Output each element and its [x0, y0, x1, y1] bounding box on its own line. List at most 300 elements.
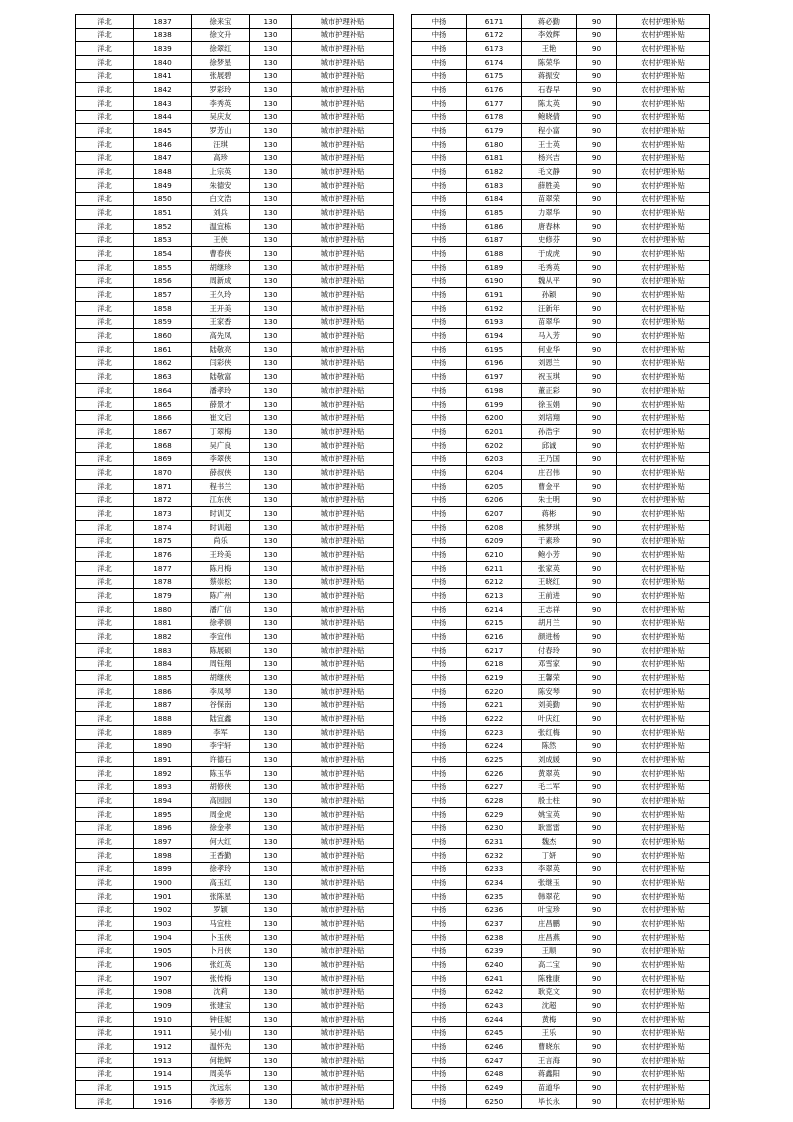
amount-cell: 130 — [250, 452, 292, 466]
id-cell: 1914 — [134, 1067, 192, 1081]
name-cell: 殷士柱 — [522, 794, 577, 808]
category-cell: 城市护理补贴 — [292, 1026, 394, 1040]
amount-cell: 130 — [250, 1067, 292, 1081]
region-cell: 洋北 — [76, 356, 134, 370]
table-row — [76, 944, 394, 958]
category-cell: 农村护理补贴 — [617, 206, 710, 220]
region-cell: 洋北 — [76, 15, 134, 29]
id-cell: 1895 — [134, 807, 192, 821]
category-cell: 城市护理补贴 — [292, 220, 394, 234]
table-row — [76, 438, 394, 452]
name-cell: 李军 — [192, 725, 250, 739]
amount-cell: 90 — [577, 343, 617, 357]
category-cell: 农村护理补贴 — [617, 69, 710, 83]
id-cell: 6228 — [467, 794, 522, 808]
left-subsidy-table — [75, 14, 394, 1109]
name-cell: 魏杰 — [522, 835, 577, 849]
table-row — [76, 206, 394, 220]
table-row — [76, 548, 394, 562]
id-cell: 1886 — [134, 684, 192, 698]
amount-cell: 90 — [577, 356, 617, 370]
region-cell: 中扬 — [412, 438, 467, 452]
table-row — [76, 794, 394, 808]
table-row — [76, 507, 394, 521]
region-cell: 中扬 — [412, 56, 467, 70]
amount-cell: 130 — [250, 124, 292, 138]
id-cell: 1905 — [134, 944, 192, 958]
amount-cell: 130 — [250, 192, 292, 206]
table-row — [76, 452, 394, 466]
id-cell: 6210 — [467, 548, 522, 562]
amount-cell: 130 — [250, 233, 292, 247]
id-cell: 6171 — [467, 15, 522, 29]
name-cell: 徐孝颁 — [192, 616, 250, 630]
table-row — [76, 766, 394, 780]
region-cell: 洋北 — [76, 561, 134, 575]
id-cell: 6247 — [467, 1054, 522, 1068]
name-cell: 薛叔侠 — [192, 466, 250, 480]
id-cell: 1906 — [134, 958, 192, 972]
id-cell: 6245 — [467, 1026, 522, 1040]
category-cell: 农村护理补贴 — [617, 233, 710, 247]
amount-cell: 90 — [577, 97, 617, 111]
name-cell: 庄召伟 — [522, 466, 577, 480]
category-cell: 城市护理补贴 — [292, 28, 394, 42]
amount-cell: 130 — [250, 643, 292, 657]
id-cell: 1901 — [134, 890, 192, 904]
region-cell: 洋北 — [76, 479, 134, 493]
amount-cell: 130 — [250, 206, 292, 220]
name-cell: 周新成 — [192, 274, 250, 288]
table-row — [76, 890, 394, 904]
region-cell: 洋北 — [76, 315, 134, 329]
table-row — [412, 1026, 710, 1040]
category-cell: 城市护理补贴 — [292, 985, 394, 999]
region-cell: 中扬 — [412, 302, 467, 316]
id-cell: 6178 — [467, 110, 522, 124]
amount-cell: 90 — [577, 903, 617, 917]
name-cell: 马入芳 — [522, 329, 577, 343]
category-cell: 城市护理补贴 — [292, 97, 394, 111]
id-cell: 1876 — [134, 548, 192, 562]
id-cell: 1848 — [134, 165, 192, 179]
region-cell: 洋北 — [76, 712, 134, 726]
category-cell: 城市护理补贴 — [292, 794, 394, 808]
region-cell: 中扬 — [412, 712, 467, 726]
name-cell: 程小富 — [522, 124, 577, 138]
region-cell: 中扬 — [412, 507, 467, 521]
id-cell: 1875 — [134, 534, 192, 548]
table-row — [412, 124, 710, 138]
name-cell: 何艳辉 — [192, 1054, 250, 1068]
amount-cell: 130 — [250, 944, 292, 958]
region-cell: 中扬 — [412, 876, 467, 890]
category-cell: 城市护理补贴 — [292, 384, 394, 398]
id-cell: 6241 — [467, 972, 522, 986]
table-row — [76, 138, 394, 152]
region-cell: 洋北 — [76, 206, 134, 220]
region-cell: 中扬 — [412, 1013, 467, 1027]
table-row — [412, 1067, 710, 1081]
name-cell: 鲍小芳 — [522, 548, 577, 562]
name-cell: 胡继侠 — [192, 671, 250, 685]
amount-cell: 130 — [250, 15, 292, 29]
category-cell: 农村护理补贴 — [617, 985, 710, 999]
region-cell: 中扬 — [412, 835, 467, 849]
table-row — [76, 1095, 394, 1109]
region-cell: 洋北 — [76, 110, 134, 124]
name-cell: 于成虎 — [522, 247, 577, 261]
id-cell: 1897 — [134, 835, 192, 849]
region-cell: 洋北 — [76, 698, 134, 712]
id-cell: 6180 — [467, 138, 522, 152]
category-cell: 农村护理补贴 — [617, 302, 710, 316]
category-cell: 城市护理补贴 — [292, 397, 394, 411]
table-row — [412, 302, 710, 316]
amount-cell: 130 — [250, 972, 292, 986]
table-row — [76, 931, 394, 945]
table-row — [76, 356, 394, 370]
table-row — [76, 821, 394, 835]
category-cell: 城市护理补贴 — [292, 425, 394, 439]
category-cell: 农村护理补贴 — [617, 999, 710, 1013]
amount-cell: 90 — [577, 780, 617, 794]
id-cell: 1870 — [134, 466, 192, 480]
region-cell: 中扬 — [412, 766, 467, 780]
id-cell: 6237 — [467, 917, 522, 931]
amount-cell: 90 — [577, 165, 617, 179]
name-cell: 李修芳 — [192, 1095, 250, 1109]
id-cell: 6182 — [467, 165, 522, 179]
table-row — [76, 589, 394, 603]
region-cell: 洋北 — [76, 753, 134, 767]
region-cell: 洋北 — [76, 274, 134, 288]
name-cell: 黄梅 — [522, 1013, 577, 1027]
amount-cell: 130 — [250, 28, 292, 42]
category-cell: 城市护理补贴 — [292, 356, 394, 370]
category-cell: 城市护理补贴 — [292, 575, 394, 589]
category-cell: 农村护理补贴 — [617, 1067, 710, 1081]
region-cell: 洋北 — [76, 179, 134, 193]
category-cell: 城市护理补贴 — [292, 1013, 394, 1027]
id-cell: 1909 — [134, 999, 192, 1013]
category-cell: 城市护理补贴 — [292, 124, 394, 138]
name-cell: 张建宝 — [192, 999, 250, 1013]
id-cell: 6172 — [467, 28, 522, 42]
table-row — [412, 233, 710, 247]
amount-cell: 130 — [250, 999, 292, 1013]
id-cell: 1884 — [134, 657, 192, 671]
region-cell: 中扬 — [412, 1095, 467, 1109]
id-cell: 6183 — [467, 179, 522, 193]
id-cell: 6220 — [467, 684, 522, 698]
category-cell: 农村护理补贴 — [617, 890, 710, 904]
table-row — [76, 835, 394, 849]
id-cell: 6242 — [467, 985, 522, 999]
name-cell: 祝玉琪 — [522, 370, 577, 384]
region-cell: 中扬 — [412, 206, 467, 220]
table-row — [76, 274, 394, 288]
id-cell: 1855 — [134, 261, 192, 275]
name-cell: 卜月侠 — [192, 944, 250, 958]
region-cell: 洋北 — [76, 985, 134, 999]
table-row — [76, 493, 394, 507]
region-cell: 中扬 — [412, 384, 467, 398]
category-cell: 农村护理补贴 — [617, 179, 710, 193]
region-cell: 洋北 — [76, 247, 134, 261]
region-cell: 中扬 — [412, 589, 467, 603]
id-cell: 6184 — [467, 192, 522, 206]
amount-cell: 130 — [250, 479, 292, 493]
amount-cell: 130 — [250, 397, 292, 411]
name-cell: 于素珍 — [522, 534, 577, 548]
name-cell: 王乐 — [522, 1026, 577, 1040]
id-cell: 1899 — [134, 862, 192, 876]
region-cell: 洋北 — [76, 165, 134, 179]
category-cell: 城市护理补贴 — [292, 766, 394, 780]
category-cell: 农村护理补贴 — [617, 493, 710, 507]
category-cell: 农村护理补贴 — [617, 835, 710, 849]
amount-cell: 90 — [577, 1013, 617, 1027]
amount-cell: 90 — [577, 233, 617, 247]
name-cell: 高珍 — [192, 151, 250, 165]
region-cell: 洋北 — [76, 520, 134, 534]
name-cell: 徐玉娟 — [522, 397, 577, 411]
name-cell: 耿克文 — [522, 985, 577, 999]
name-cell: 鲍晓倩 — [522, 110, 577, 124]
region-cell: 洋北 — [76, 643, 134, 657]
id-cell: 6202 — [467, 438, 522, 452]
amount-cell: 90 — [577, 807, 617, 821]
name-cell: 吴小仙 — [192, 1026, 250, 1040]
table-row — [412, 657, 710, 671]
category-cell: 农村护理补贴 — [617, 329, 710, 343]
id-cell: 6218 — [467, 657, 522, 671]
category-cell: 农村护理补贴 — [617, 862, 710, 876]
region-cell: 中扬 — [412, 917, 467, 931]
amount-cell: 130 — [250, 302, 292, 316]
table-row — [76, 848, 394, 862]
amount-cell: 130 — [250, 1013, 292, 1027]
amount-cell: 130 — [250, 890, 292, 904]
category-cell: 城市护理补贴 — [292, 15, 394, 29]
name-cell: 陆敬亮 — [192, 343, 250, 357]
category-cell: 城市护理补贴 — [292, 302, 394, 316]
id-cell: 1851 — [134, 206, 192, 220]
category-cell: 城市护理补贴 — [292, 56, 394, 70]
region-cell: 洋北 — [76, 848, 134, 862]
table-row — [412, 999, 710, 1013]
category-cell: 城市护理补贴 — [292, 903, 394, 917]
id-cell: 1882 — [134, 630, 192, 644]
id-cell: 6211 — [467, 561, 522, 575]
amount-cell: 90 — [577, 15, 617, 29]
region-cell: 中扬 — [412, 616, 467, 630]
table-row — [412, 931, 710, 945]
name-cell: 江东侠 — [192, 493, 250, 507]
region-cell: 洋北 — [76, 329, 134, 343]
amount-cell: 90 — [577, 985, 617, 999]
amount-cell: 130 — [250, 903, 292, 917]
amount-cell: 90 — [577, 438, 617, 452]
table-row — [76, 179, 394, 193]
category-cell: 城市护理补贴 — [292, 1095, 394, 1109]
name-cell: 曹晓东 — [522, 1040, 577, 1054]
category-cell: 城市护理补贴 — [292, 493, 394, 507]
id-cell: 6207 — [467, 507, 522, 521]
table-row — [412, 288, 710, 302]
category-cell: 农村护理补贴 — [617, 261, 710, 275]
region-cell: 洋北 — [76, 452, 134, 466]
name-cell: 张红梅 — [522, 725, 577, 739]
region-cell: 中扬 — [412, 165, 467, 179]
table-row — [412, 370, 710, 384]
id-cell: 1857 — [134, 288, 192, 302]
id-cell: 1852 — [134, 220, 192, 234]
amount-cell: 90 — [577, 110, 617, 124]
name-cell: 高玉红 — [192, 876, 250, 890]
region-cell: 洋北 — [76, 999, 134, 1013]
table-row — [412, 630, 710, 644]
region-cell: 中扬 — [412, 602, 467, 616]
name-cell: 蔡崇松 — [192, 575, 250, 589]
category-cell: 城市护理补贴 — [292, 917, 394, 931]
table-row — [76, 1081, 394, 1095]
region-cell: 洋北 — [76, 97, 134, 111]
table-row — [412, 438, 710, 452]
amount-cell: 130 — [250, 1081, 292, 1095]
region-cell: 洋北 — [76, 261, 134, 275]
category-cell: 城市护理补贴 — [292, 835, 394, 849]
category-cell: 城市护理补贴 — [292, 466, 394, 480]
table-row — [412, 343, 710, 357]
amount-cell: 130 — [250, 247, 292, 261]
amount-cell: 90 — [577, 766, 617, 780]
category-cell: 农村护理补贴 — [617, 561, 710, 575]
category-cell: 农村护理补贴 — [617, 411, 710, 425]
region-cell: 洋北 — [76, 438, 134, 452]
region-cell: 洋北 — [76, 370, 134, 384]
region-cell: 洋北 — [76, 1026, 134, 1040]
name-cell: 张展碧 — [192, 69, 250, 83]
id-cell: 6185 — [467, 206, 522, 220]
table-row — [76, 917, 394, 931]
category-cell: 农村护理补贴 — [617, 766, 710, 780]
table-row — [412, 876, 710, 890]
name-cell: 耿雷雷 — [522, 821, 577, 835]
name-cell: 蒋振安 — [522, 69, 577, 83]
id-cell: 1873 — [134, 507, 192, 521]
region-cell: 洋北 — [76, 575, 134, 589]
amount-cell: 130 — [250, 138, 292, 152]
name-cell: 刘成媛 — [522, 753, 577, 767]
region-cell: 中扬 — [412, 684, 467, 698]
id-cell: 6206 — [467, 493, 522, 507]
table-row — [412, 28, 710, 42]
name-cell: 姚宝英 — [522, 807, 577, 821]
table-row — [412, 698, 710, 712]
amount-cell: 130 — [250, 862, 292, 876]
amount-cell: 90 — [577, 534, 617, 548]
table-row — [412, 329, 710, 343]
amount-cell: 130 — [250, 807, 292, 821]
table-row — [412, 725, 710, 739]
amount-cell: 90 — [577, 671, 617, 685]
id-cell: 1859 — [134, 315, 192, 329]
name-cell: 陈展硕 — [192, 643, 250, 657]
id-cell: 1856 — [134, 274, 192, 288]
table-row — [412, 985, 710, 999]
name-cell: 苗翠荣 — [522, 192, 577, 206]
category-cell: 农村护理补贴 — [617, 288, 710, 302]
name-cell: 王言海 — [522, 1054, 577, 1068]
category-cell: 农村护理补贴 — [617, 110, 710, 124]
id-cell: 1902 — [134, 903, 192, 917]
category-cell: 农村护理补贴 — [617, 575, 710, 589]
table-row — [412, 206, 710, 220]
amount-cell: 90 — [577, 411, 617, 425]
amount-cell: 130 — [250, 561, 292, 575]
id-cell: 6197 — [467, 370, 522, 384]
category-cell: 农村护理补贴 — [617, 192, 710, 206]
category-cell: 农村护理补贴 — [617, 876, 710, 890]
category-cell: 农村护理补贴 — [617, 28, 710, 42]
id-cell: 6215 — [467, 616, 522, 630]
region-cell: 中扬 — [412, 397, 467, 411]
table-row — [76, 534, 394, 548]
table-row — [412, 1013, 710, 1027]
region-cell: 中扬 — [412, 958, 467, 972]
amount-cell: 130 — [250, 274, 292, 288]
region-cell: 中扬 — [412, 138, 467, 152]
region-cell: 洋北 — [76, 192, 134, 206]
name-cell: 罗芳山 — [192, 124, 250, 138]
name-cell: 蒋鑫阳 — [522, 1067, 577, 1081]
category-cell: 城市护理补贴 — [292, 520, 394, 534]
amount-cell: 90 — [577, 493, 617, 507]
name-cell: 沈莉 — [192, 985, 250, 999]
amount-cell: 90 — [577, 616, 617, 630]
amount-cell: 90 — [577, 138, 617, 152]
table-row — [412, 192, 710, 206]
amount-cell: 90 — [577, 931, 617, 945]
region-cell: 中扬 — [412, 561, 467, 575]
amount-cell: 90 — [577, 575, 617, 589]
region-cell: 中扬 — [412, 1026, 467, 1040]
amount-cell: 90 — [577, 1040, 617, 1054]
category-cell: 农村护理补贴 — [617, 124, 710, 138]
id-cell: 6213 — [467, 589, 522, 603]
amount-cell: 130 — [250, 69, 292, 83]
category-cell: 农村护理补贴 — [617, 657, 710, 671]
amount-cell: 90 — [577, 848, 617, 862]
region-cell: 中扬 — [412, 151, 467, 165]
category-cell: 农村护理补贴 — [617, 725, 710, 739]
region-cell: 洋北 — [76, 411, 134, 425]
table-row — [76, 302, 394, 316]
id-cell: 1863 — [134, 370, 192, 384]
table-row — [412, 466, 710, 480]
id-cell: 1847 — [134, 151, 192, 165]
id-cell: 6199 — [467, 397, 522, 411]
table-row — [76, 643, 394, 657]
id-cell: 6191 — [467, 288, 522, 302]
table-row — [76, 15, 394, 29]
region-cell: 洋北 — [76, 124, 134, 138]
table-row — [412, 83, 710, 97]
name-cell: 力翠华 — [522, 206, 577, 220]
id-cell: 6243 — [467, 999, 522, 1013]
